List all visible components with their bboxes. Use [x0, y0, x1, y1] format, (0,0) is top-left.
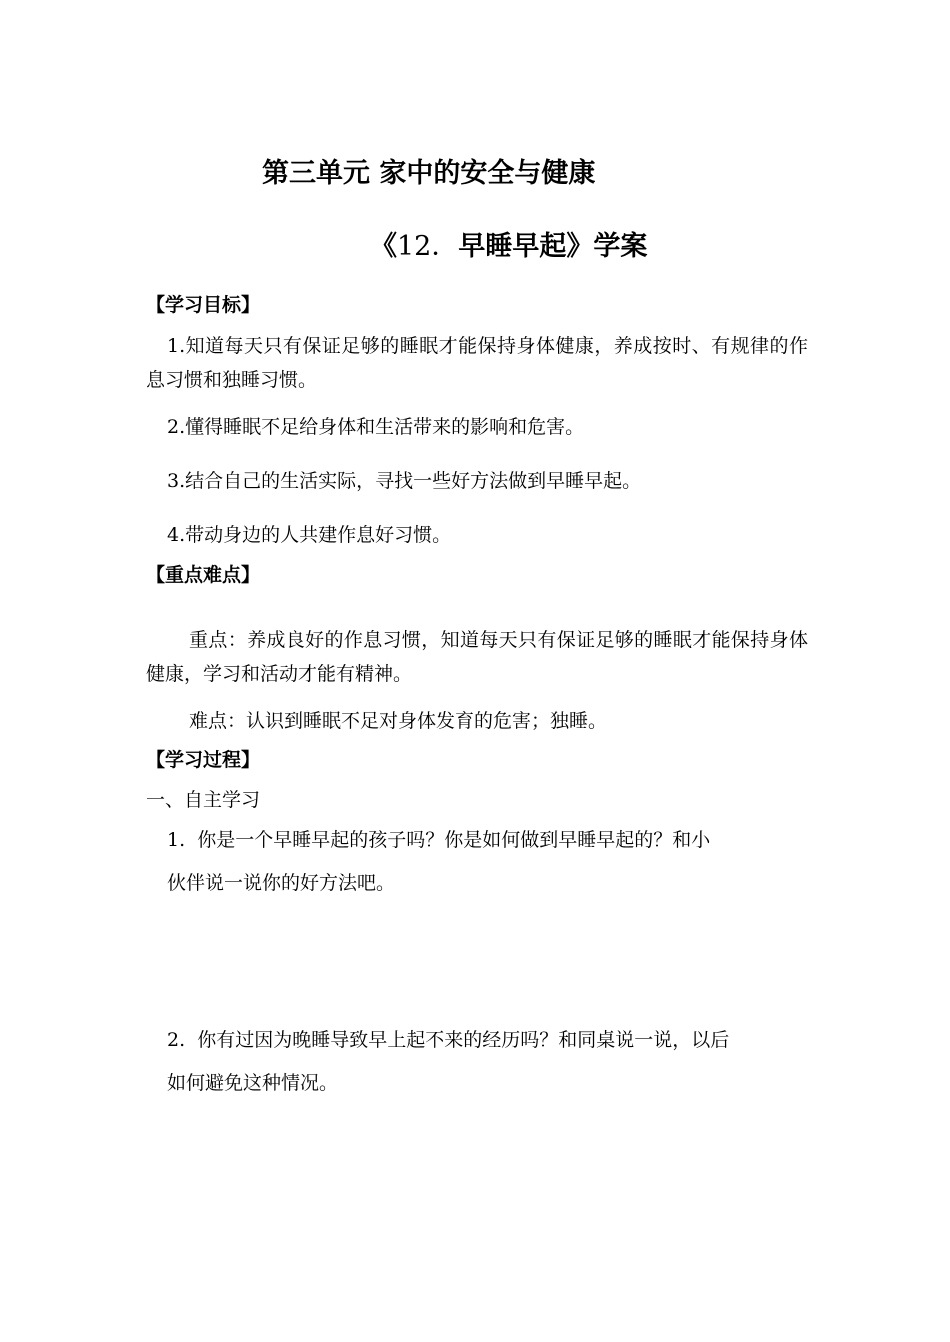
part1-title: 一、自主学习 — [146, 789, 261, 811]
question-1-line-2: 伙伴说一说你的好方法吧。 — [167, 872, 396, 894]
document-subtitle — [370, 225, 647, 269]
objective-item-3: 3.结合自己的生活实际，寻找一些好方法做到早睡早起。 — [167, 470, 642, 492]
keypoints-heading: 【重点难点】 — [146, 564, 261, 586]
subtitle-number: 12． — [397, 231, 459, 262]
focus-paragraph: 重点：养成良好的作息习惯，知道每天只有保证足够的睡眠才能保持身体健康，学习和活动才能有精神。 — [146, 629, 808, 685]
process-heading: 【学习过程】 — [146, 749, 261, 771]
objective-item-2: 2.懂得睡眠不足给身体和生活带来的影响和危害。 — [167, 416, 585, 438]
question-2-line-2: 如何避免这种情况。 — [167, 1072, 339, 1094]
document-title: 第三单元 家中的安全与健康 — [262, 158, 596, 189]
objectives-heading: 【学习目标】 — [146, 294, 261, 316]
subtitle-text: 早睡早起》学案 — [458, 231, 648, 262]
subtitle-prefix: 《 — [370, 231, 397, 262]
question-1-line-1: 1. 你是一个早睡早起的孩子吗？你是如何做到早睡早起的？和小 — [167, 829, 711, 851]
objective-item-4: 4.带动身边的人共建作息好习惯。 — [167, 524, 452, 546]
difficulty-paragraph: 难点：认识到睡眠不足对身体发育的危害；独睡。 — [189, 710, 608, 732]
objective-item-1: 1.知道每天只有保证足够的睡眠才能保持身体健康，养成按时、有规律的作息习惯和独睡习惯。 — [146, 335, 808, 391]
question-2-line-1: 2. 你有过因为晚睡导致早上起不来的经历吗？和同桌说一说，以后 — [167, 1029, 730, 1051]
